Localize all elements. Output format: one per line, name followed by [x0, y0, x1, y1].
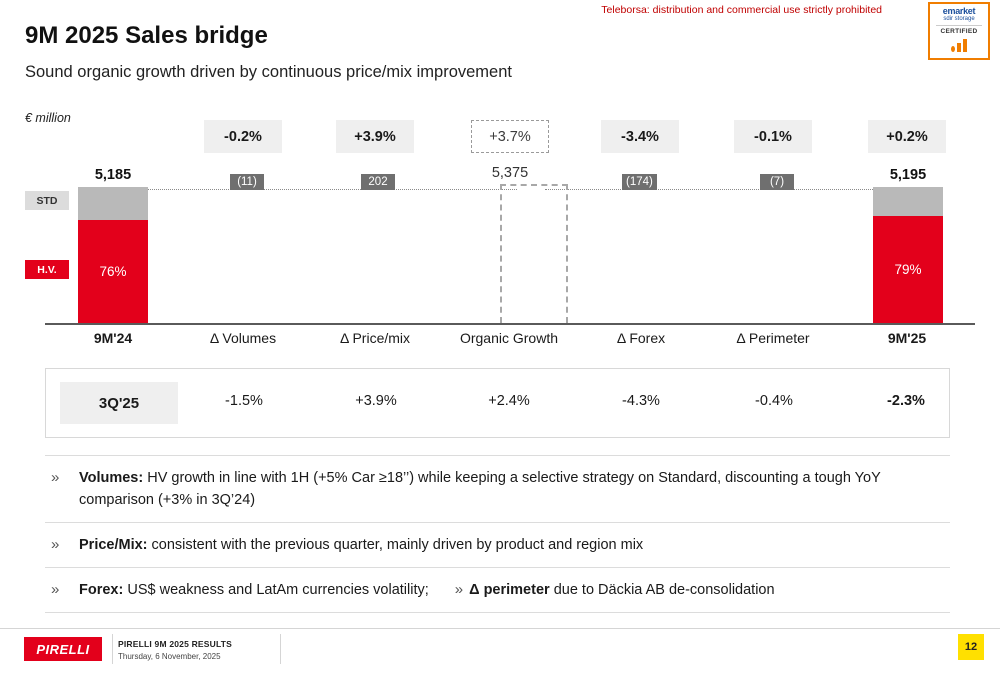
delta-forex [622, 176, 653, 188]
quarter-cell-total: -2.3% [887, 393, 925, 409]
pct-box-9m25: +0.2% [868, 120, 946, 153]
bullet-text-price-mix: consistent with the previous quarter, mainly driven by product and region mix [147, 537, 644, 553]
list-item [45, 523, 950, 568]
total-9m24: 5,185 [94, 167, 132, 183]
legend-hv: H.V. [25, 260, 69, 279]
axis-label-9m24: 9M'24 [93, 330, 133, 346]
bullet-lead-forex: Forex: [79, 582, 124, 598]
quarter-cell-price-mix: +3.9% [355, 393, 397, 409]
quarter-row-label: 3Q'25 [60, 382, 178, 424]
axis-label-forex: Δ Forex [616, 330, 666, 346]
delta-forex-value: (174) [622, 174, 657, 190]
emarket-badge-certified: CERTIFIED [940, 28, 978, 35]
bullet-text-forex: US$ weakness and LatAm currencies volatility; [123, 582, 429, 598]
delta-volumes-value: (11) [230, 174, 264, 190]
delta-price-mix [361, 176, 388, 188]
bullet-text-volumes: HV growth in line with 1H (+5% Car ≥18’’) while keeping a selective strategy on Standard, discounting a tough YoY comparison (+3% in 3Q’24) [79, 470, 881, 508]
delta-perimeter-value: (7) [760, 174, 794, 190]
list-item [45, 568, 950, 613]
bar-9m24 [78, 187, 148, 323]
footer-separator-left [112, 634, 113, 664]
teleborsa-notice: Teleborsa: distribution and commercial use strictly prohibited [601, 4, 882, 16]
legend-std: STD [25, 191, 69, 210]
connector-line-left [147, 189, 517, 190]
bullet-lead-price-mix: Price/Mix: [79, 537, 148, 553]
axis-label-perimeter: Δ Perimeter [736, 330, 810, 346]
page-number: 12 [958, 634, 984, 660]
quarter-cell-forex: -4.3% [622, 393, 660, 409]
pct-box-forex: -3.4% [601, 120, 679, 153]
connector-line-right [545, 189, 909, 190]
bar-organic-growth-ghost [500, 184, 568, 323]
delta-volumes [230, 176, 257, 188]
chart-baseline [45, 323, 975, 325]
bullet-lead-volumes: Volumes: [79, 470, 144, 486]
axis-label-9m25: 9M'25 [887, 330, 927, 346]
bar-9m25-hv-segment: 79% [873, 216, 943, 323]
emarket-bars-icon [951, 38, 967, 52]
bar-9m25-std-segment [873, 187, 943, 216]
axis-label-organic-growth: Organic Growth [459, 330, 559, 346]
bar-9m24-std-segment [78, 187, 148, 220]
axis-label-volumes: Δ Volumes [209, 330, 277, 346]
footer-date: Thursday, 6 November, 2025 [118, 652, 221, 661]
pct-box-volumes: -0.2% [204, 120, 282, 153]
bar-9m25 [873, 187, 943, 323]
sales-bridge-chart [25, 105, 975, 355]
bullet-lead-perimeter: Δ perimeter [469, 582, 550, 598]
total-organic-growth: 5,375 [491, 165, 529, 181]
page-subtitle: Sound organic growth driven by continuous price/mix improvement [25, 63, 512, 81]
chevron-double-right-icon: » [51, 581, 60, 598]
footer-divider [0, 628, 1000, 629]
quarter-cell-perimeter: -0.4% [755, 393, 793, 409]
emarket-badge-title: emarket [942, 6, 976, 16]
chevron-double-right-icon: » [51, 469, 60, 486]
bar-9m24-hv-segment: 76% [78, 220, 148, 323]
footer-separator-right [280, 634, 281, 664]
pct-box-price-mix: +3.9% [336, 120, 414, 153]
total-9m25: 5,195 [889, 167, 927, 183]
emarket-badge-divider [936, 25, 982, 26]
chevron-double-right-icon-secondary: » [454, 581, 464, 598]
quarter-cell-organic-growth: +2.4% [488, 393, 530, 409]
quarter-cell-volumes: -1.5% [225, 393, 263, 409]
emarket-badge-subtitle: sdir storage [943, 16, 975, 22]
commentary-list [45, 455, 950, 613]
pct-box-organic-growth: +3.7% [471, 120, 549, 153]
chevron-double-right-icon: » [51, 536, 60, 553]
bullet-text-perimeter: due to Däckia AB de-consolidation [549, 582, 775, 598]
axis-label-price-mix: Δ Price/mix [339, 330, 411, 346]
list-item [45, 455, 950, 523]
delta-perimeter [760, 176, 785, 188]
footer-title: PIRELLI 9M 2025 RESULTS [118, 639, 233, 649]
quarter-comparison-table [45, 368, 950, 438]
chart-unit-label: € million [25, 111, 71, 125]
delta-price-mix-value: 202 [361, 174, 395, 190]
emarket-certified-badge [928, 2, 990, 60]
pct-box-perimeter: -0.1% [734, 120, 812, 153]
page-title: 9M 2025 Sales bridge [25, 22, 268, 49]
pirelli-logo: PIRELLI [24, 637, 102, 661]
